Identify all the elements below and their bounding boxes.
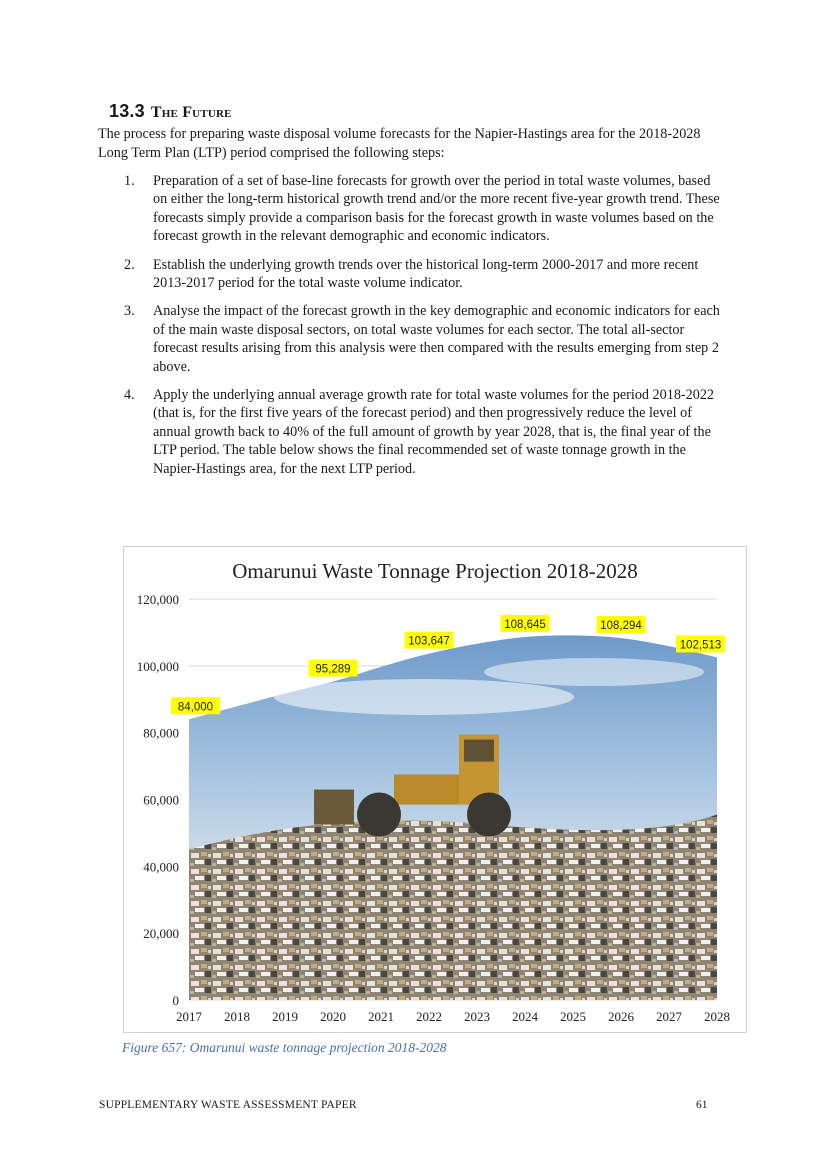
step-text: Analyse the impact of the forecast growth in the key demographic and economic indicators for each of the main waste disposal sectors, on total waste volumes for each sector. The total all-sector forecast results arising from this analysis were then compared with the results emerging from step 2 above.: [153, 303, 720, 375]
figure-caption: Figure 657: Omarunui waste tonnage projection 2018-2028: [122, 1040, 447, 1055]
step-text: Establish the underlying growth trends over the historical long-term 2000-2017 and more recent 2013-2017 period for the total waste volume indicator.: [153, 256, 699, 292]
tonnage-chart: [123, 546, 747, 1033]
x-tick-label: 2019: [272, 1009, 298, 1024]
x-tick-label: 2021: [368, 1009, 394, 1024]
x-tick-label: 2027: [656, 1009, 682, 1024]
compactor-wheel: [467, 793, 511, 837]
x-tick-label: 2028: [704, 1009, 730, 1024]
section-number: 13.3: [109, 101, 145, 121]
compactor-blade: [314, 790, 354, 825]
section-title: The Future: [150, 104, 232, 121]
step-item: [124, 302, 724, 376]
chart-title: Omarunui Waste Tonnage Projection 2018-2028: [232, 559, 638, 583]
page-number: 61: [696, 1099, 708, 1111]
y-tick-label: 120,000: [136, 592, 179, 607]
y-tick-label: 40,000: [143, 859, 179, 875]
data-label: 108,645: [504, 618, 546, 631]
step-number: 1.: [124, 173, 135, 189]
x-tick-label: 2026: [608, 1009, 634, 1024]
y-tick-label: 100,000: [136, 658, 179, 674]
waste-heap: [189, 815, 717, 1000]
y-tick-label: 20,000: [143, 926, 179, 942]
section-heading: [109, 101, 232, 122]
data-label: 103,647: [408, 635, 450, 648]
x-tick-label: 2025: [560, 1009, 586, 1024]
data-label: 95,289: [315, 663, 351, 676]
step-number: 3.: [124, 303, 135, 320]
x-tick-label: 2024: [512, 1009, 538, 1024]
area-fill-photo: [189, 599, 717, 1000]
intro-paragraph: The process for preparing waste disposal volume forecasts for the Napier-Hastings area for the 2018-2028 Long Term Plan (LTP) period comprised the following steps:: [98, 126, 701, 161]
step-item: [124, 256, 724, 293]
step-number: 2.: [124, 256, 135, 273]
y-tick-label: 80,000: [143, 725, 179, 741]
step-text: Apply the underlying annual average growth rate for total waste volumes for the period 2018-2022 (that is, for the first five years of the forecast period) and then progressively reduce the level of annual growth back to 40% of the full amount of growth by year 2028, that is, the final year of the LTP period. The table below shows the final recommended set of waste tonnage growth in the Napier-Hastings area, for the next LTP period.: [153, 387, 715, 477]
step-number: 4.: [124, 387, 135, 404]
compactor-body: [394, 775, 464, 805]
x-tick-label: 2020: [320, 1009, 346, 1024]
step-text: Preparation of a set of base-line forecasts for growth over the period in total waste volumes, based on either the long-term historical growth trend and/or the more recent five-year growth trend. These forecasts simply provide a comparison basis for the forecast growth in waste volumes based on the forecast growth in the relevant demographic and economic indicators.: [153, 173, 720, 245]
x-tick-label: 2018: [224, 1009, 250, 1024]
data-label: 84,000: [177, 701, 214, 714]
tonnage-chart-svg: [124, 547, 746, 1032]
x-tick-label: 2022: [416, 1009, 442, 1024]
x-tick-label: 2017: [176, 1009, 202, 1024]
step-item: [124, 172, 724, 246]
data-label: 108,294: [600, 620, 642, 633]
y-tick-label: 0: [172, 993, 179, 1008]
footer-document-title: SUPPLEMENTARY WASTE ASSESSMENT PAPER: [99, 1099, 357, 1111]
step-item: [124, 386, 724, 478]
y-tick-label: 60,000: [143, 792, 179, 808]
compactor-wheel: [357, 793, 401, 837]
steps-list: [124, 172, 724, 488]
x-tick-label: 2023: [464, 1009, 490, 1024]
data-label: 102,513: [679, 639, 722, 652]
